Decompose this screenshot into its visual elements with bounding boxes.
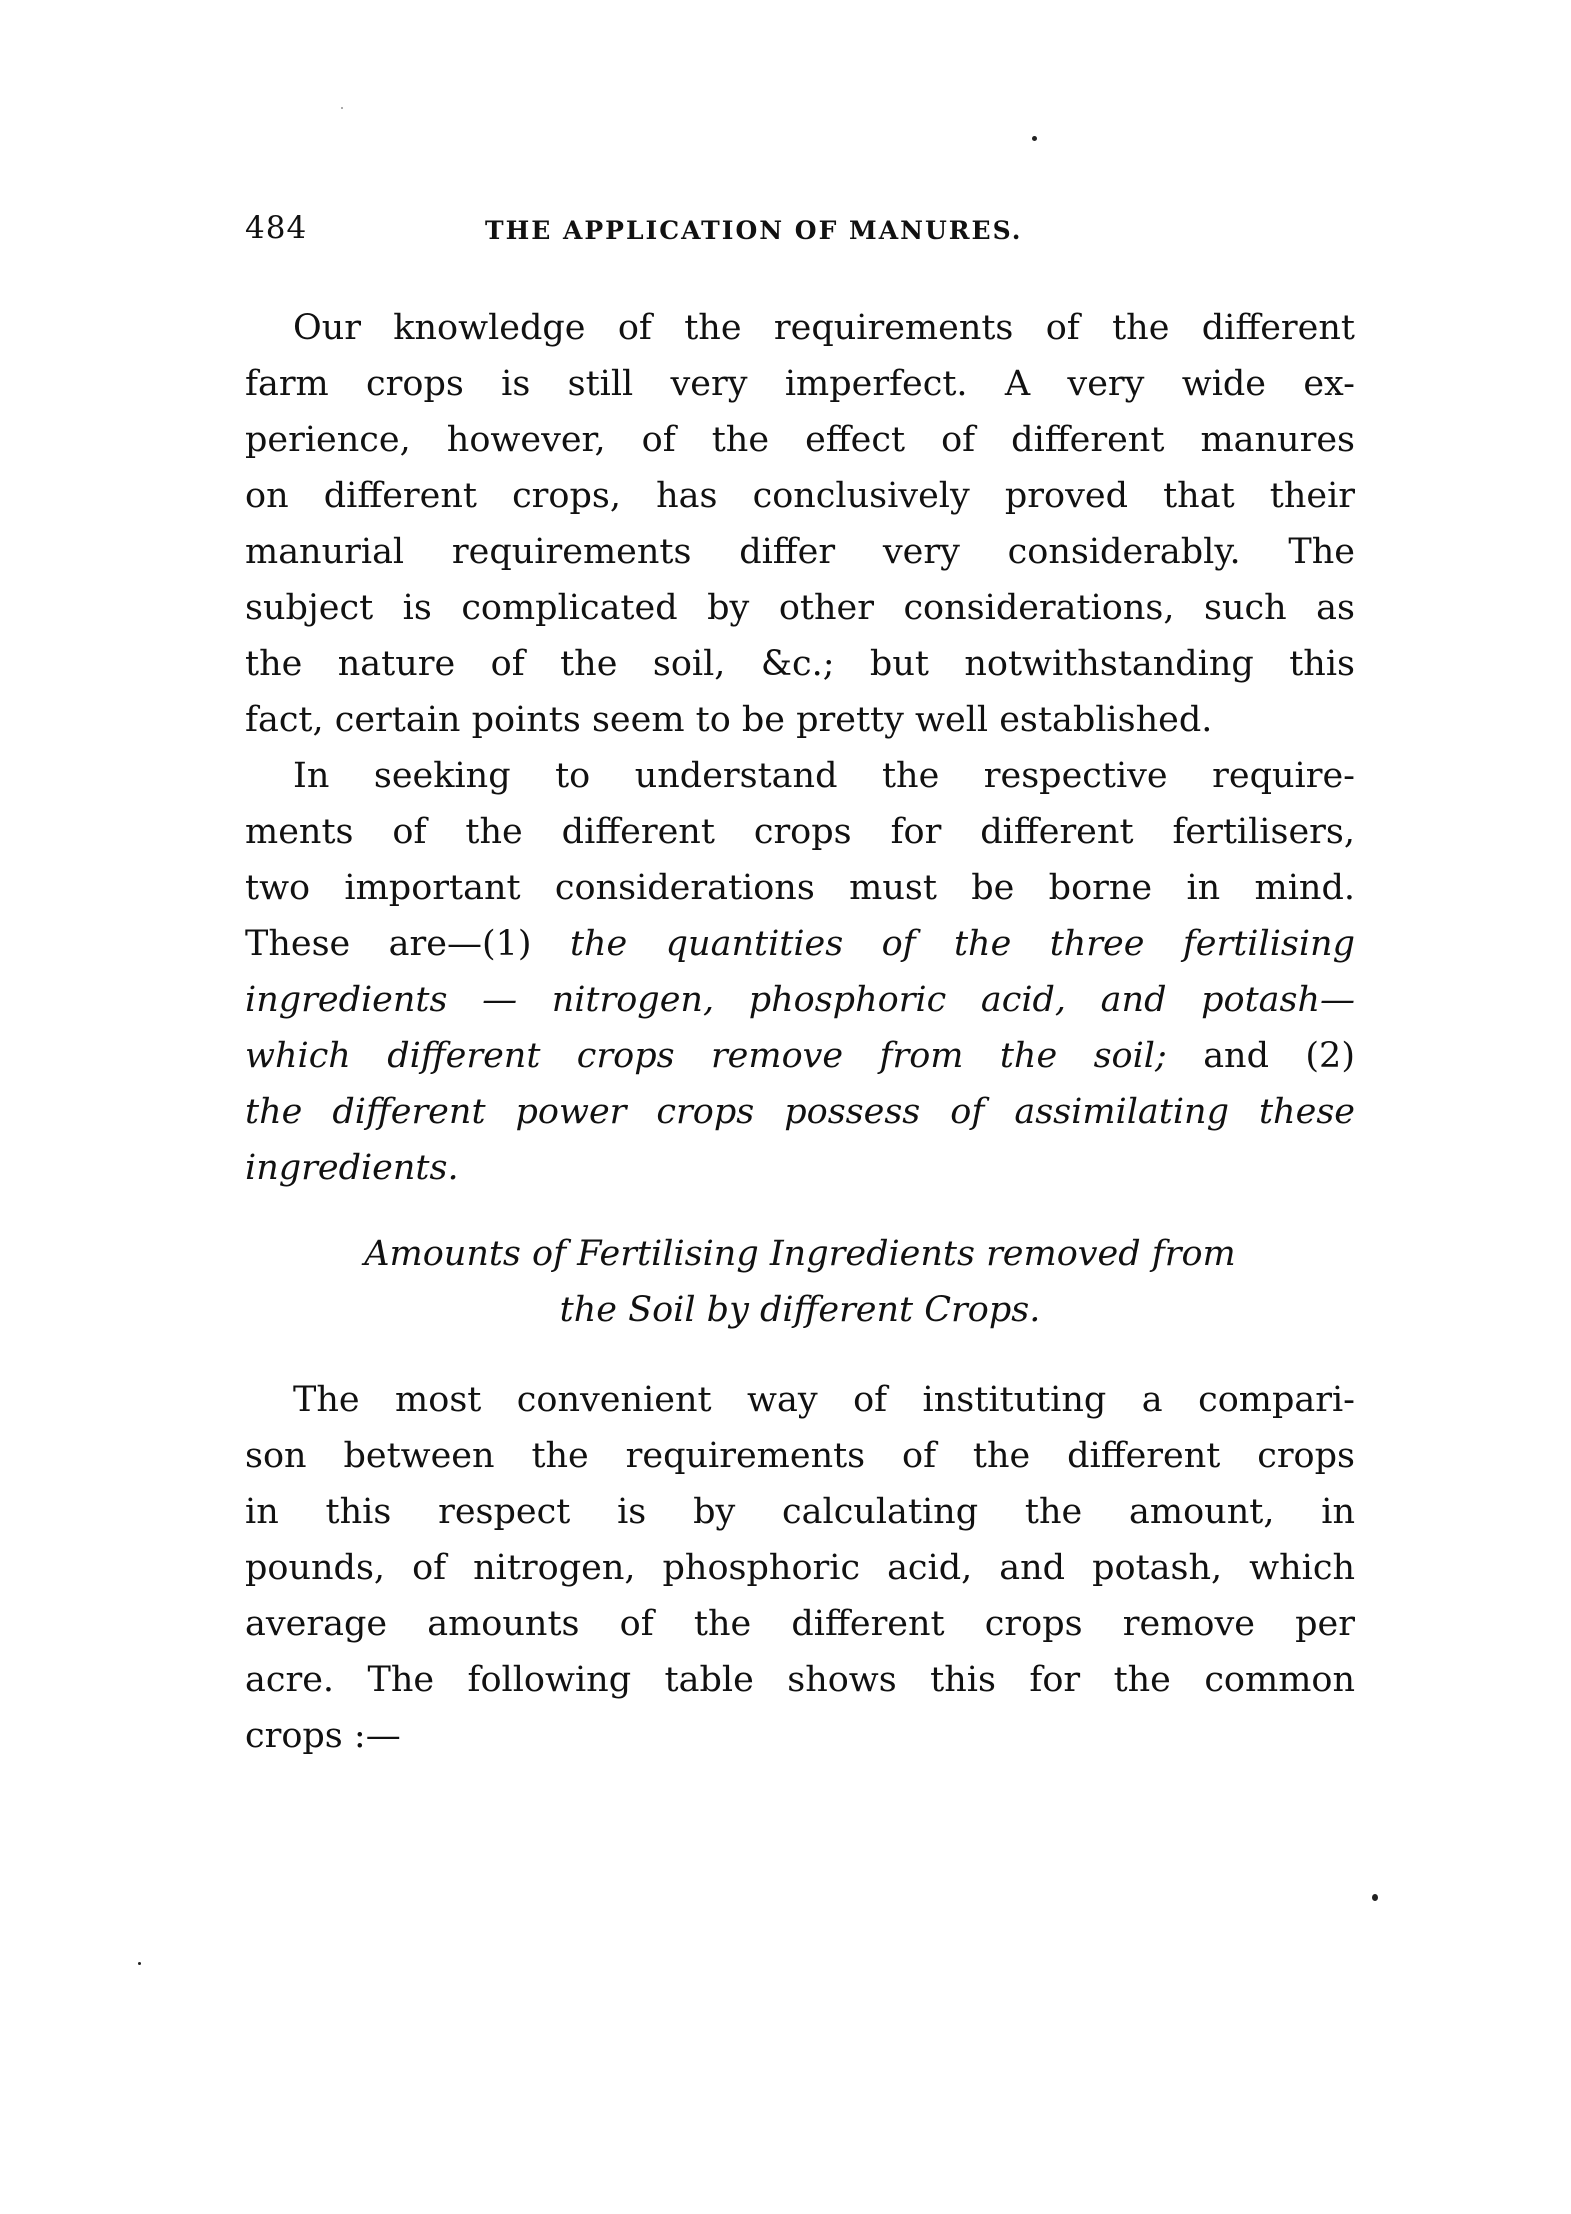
italic-text: the different power crops possess of assimilating these <box>245 1092 1355 1132</box>
text-line <box>245 1028 1355 1084</box>
text-run: pounds, of nitrogen, phosphoric acid, and potash, which <box>245 1548 1355 1588</box>
text-run: crops :— <box>245 1716 401 1756</box>
text-line <box>245 1596 1355 1652</box>
text-run: son between the requirements of the different crops <box>245 1436 1355 1476</box>
paragraph-considerations <box>245 748 1355 1196</box>
italic-text: ingredients. <box>245 1148 459 1188</box>
text-line <box>245 804 1355 860</box>
section-heading-line-2: the Soil by different Crops. <box>559 1290 1041 1330</box>
text-line <box>245 1484 1355 1540</box>
text-line <box>245 412 1355 468</box>
text-run: on different crops, has conclusively proved that their <box>245 476 1355 516</box>
text-run: perience, however, of the effect of different manures <box>245 420 1355 460</box>
text-line <box>245 300 1355 356</box>
text-line <box>245 860 1355 916</box>
page-number: 484 <box>245 210 308 246</box>
section-heading-line-1: Amounts of Fertilising Ingredients removed from <box>364 1234 1236 1274</box>
text-run: and (2) <box>1166 1036 1355 1076</box>
ink-speck <box>341 107 343 109</box>
text-run: average amounts of the different crops remove per <box>245 1604 1355 1644</box>
running-title: THE APPLICATION OF MANURES. <box>485 216 1023 245</box>
text-line <box>245 524 1355 580</box>
running-head <box>245 210 1245 260</box>
paragraph-comparison <box>245 1372 1355 1764</box>
text-line <box>245 1372 1355 1428</box>
italic-text: which different crops remove from the soil; <box>245 1036 1167 1076</box>
text-run: These are—(1) <box>245 924 570 964</box>
text-line <box>245 972 1355 1028</box>
text-run: The most convenient way of instituting a compari- <box>293 1380 1355 1420</box>
text-line <box>245 692 1355 748</box>
text-run: fact, certain points seem to be pretty well established. <box>245 700 1213 740</box>
text-run: in this respect is by calculating the amount, in <box>245 1492 1355 1532</box>
text-line <box>245 1140 1355 1196</box>
text-line <box>245 1540 1355 1596</box>
text-run: subject is complicated by other considerations, such as <box>245 588 1355 628</box>
ink-speck <box>1032 136 1037 141</box>
text-line <box>245 636 1355 692</box>
text-line <box>245 356 1355 412</box>
ink-speck <box>138 1962 141 1965</box>
text-line <box>245 916 1355 972</box>
text-line <box>245 580 1355 636</box>
text-line <box>245 748 1355 804</box>
paragraph-knowledge <box>245 300 1355 748</box>
text-run: manurial requirements differ very considerably. The <box>245 532 1355 572</box>
text-run: two important considerations must be borne in mind. <box>245 868 1355 908</box>
text-run: the nature of the soil, &c.; but notwithstanding this <box>245 644 1355 684</box>
section-heading <box>245 1226 1355 1338</box>
text-line <box>245 1708 1355 1764</box>
text-line <box>245 1084 1355 1140</box>
text-run: ments of the different crops for different fertilisers, <box>245 812 1355 852</box>
text-run: farm crops is still very imperfect. A very wide ex- <box>245 364 1355 404</box>
ink-speck <box>1372 1894 1378 1901</box>
italic-text: ingredients — nitrogen, phosphoric acid, and potash— <box>245 980 1355 1020</box>
text-line <box>245 1652 1355 1708</box>
italic-text: the quantities of the three fertilising <box>569 924 1355 964</box>
text-line <box>245 1428 1355 1484</box>
text-run: In seeking to understand the respective require- <box>293 756 1355 796</box>
text-run: acre. The following table shows this for the common <box>245 1660 1355 1700</box>
text-line <box>245 468 1355 524</box>
text-run: Our knowledge of the requirements of the different <box>293 308 1355 348</box>
